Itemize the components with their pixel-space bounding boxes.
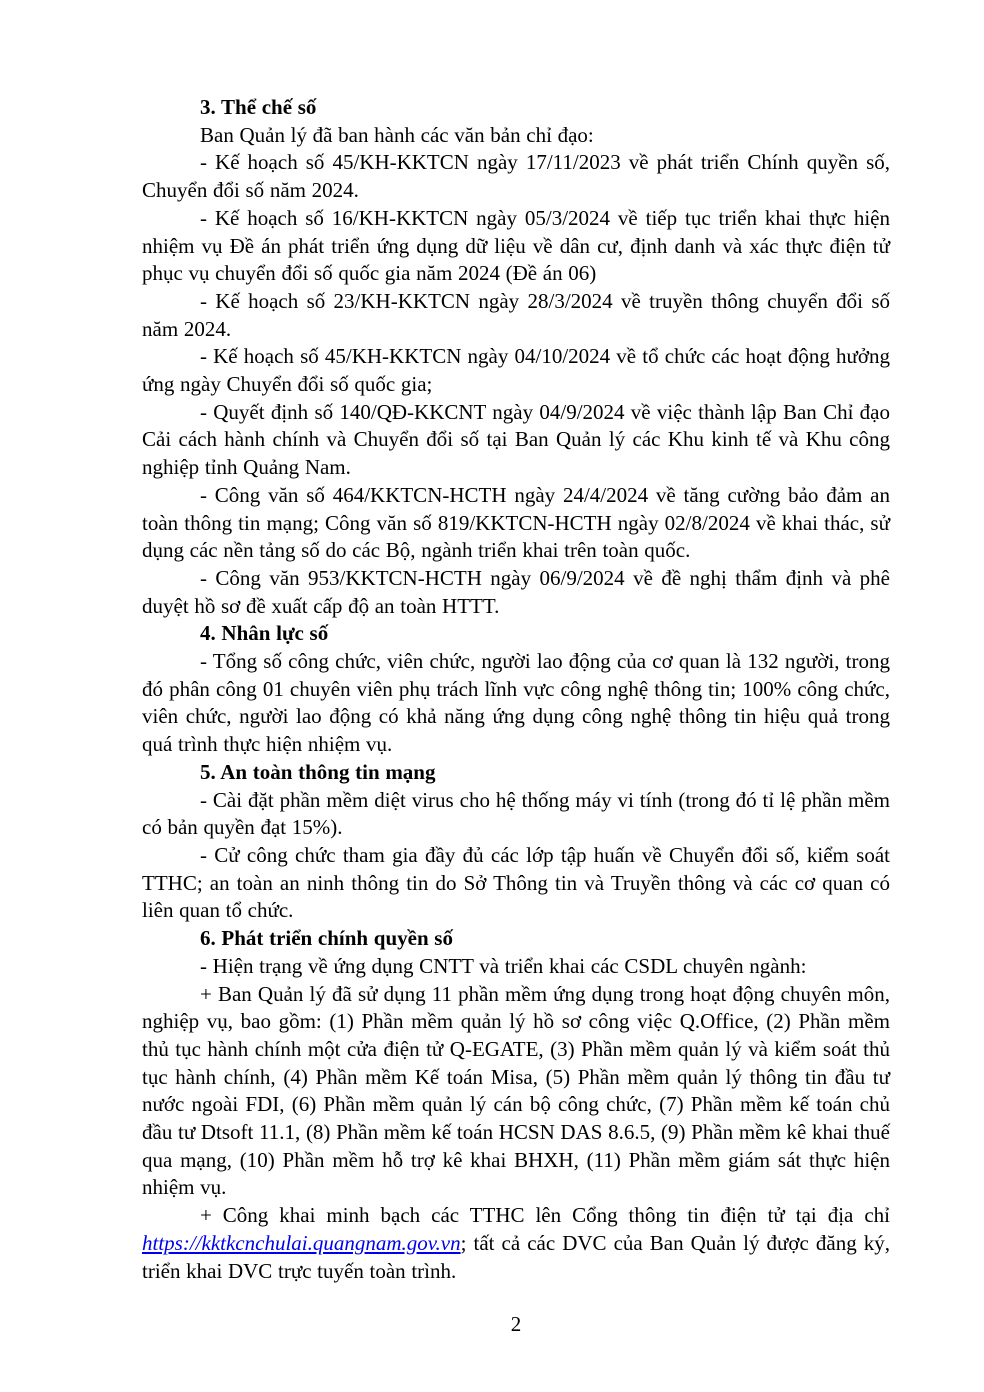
paragraph-ke-hoach-45-2023: - Kế hoạch số 45/KH-KKTCN ngày 17/11/2023 về phát triển Chính quyền số, Chuyển đổi số năm 2024. (142, 150, 890, 203)
link-paragraph-prefix: + Công khai minh bạch các TTHC lên Cổng thông tin điện tử tại địa chỉ (200, 1203, 890, 1228)
paragraph-intro-van-ban: Ban Quản lý đã ban hành các văn bản chỉ đạo: (200, 122, 594, 147)
page-footer (142, 1310, 890, 1338)
section-heading-chinh-quyen-so: 6. Phát triển chính quyền số (200, 926, 453, 951)
paragraph-hien-trang-cntt: - Hiện trạng về ứng dụng CNTT và triển khai các CSDL chuyên ngành: (200, 953, 807, 978)
paragraph-tap-huan: - Cử công chức tham gia đầy đủ các lớp tập huấn về Chuyển đổi số, kiểm soát TTHC; an toàn an ninh thông tin do Sở Thông tin và Truyền thông và các cơ quan có liên quan tổ chức. (142, 842, 890, 923)
paragraph-nhan-luc: - Tổng số công chức, viên chức, người lao động của cơ quan là 132 người, trong đó phân công 01 chuyên viên phụ trách lĩnh vực công nghệ thông tin; 100% công chức, viên chức, người lao động có khả năng ứng dụng công nghệ thông tin hiệu quả trong quá trình thực hiện nhiệm vụ. (142, 649, 890, 757)
section-heading-an-toan-thong-tin: 5. An toàn thông tin mạng (200, 759, 436, 784)
paragraph-ke-hoach-23: - Kế hoạch số 23/KH-KKTCN ngày 28/3/2024 về truyền thông chuyển đổi số năm 2024. (142, 288, 890, 341)
paragraph-ke-hoach-45-2024: - Kế hoạch số 45/KH-KKTCN ngày 04/10/2024 về tổ chức các hoạt động hưởng ứng ngày Chuyển đổi số quốc gia; (142, 344, 890, 397)
section-heading-nhan-luc-so: 4. Nhân lực số (200, 621, 329, 646)
paragraph-11-phan-mem: + Ban Quản lý đã sử dụng 11 phần mềm ứng dụng trong hoạt động chuyên môn, nghiệp vụ, bao gồm: (1) Phần mềm quản lý hồ sơ công việc Q.Office, (2) Phần mềm thủ tục hành chính một cửa điện tử Q-EGATE, (3) Phần mềm quản lý và kiểm soát thủ tục hành chính, (4) Phần mềm Kế toán Misa, (5) Phần mềm quản lý thông tin đầu tư nước ngoài FDI, (6) Phần mềm quản lý cán bộ công chức, (7) Phần mềm kế toán chủ đầu tư Dtsoft 11.1, (8) Phần mềm kế toán HCSN DAS 8.6.5, (9) Phần mềm kê khai thuế qua mạng, (10) Phần mềm hỗ trợ kê khai BHXH, (11) Phần mềm giám sát thực hiện nhiệm vụ. (142, 981, 890, 1200)
document-body (142, 94, 890, 1285)
paragraph-cong-van-464-819: - Công văn số 464/KKTCN-HCTH ngày 24/4/2024 về tăng cường bảo đảm an toàn thông tin mạng; Công văn số 819/KKTCN-HCTH ngày 02/8/2024 về khai thác, sử dụng các nền tảng số do các Bộ, ngành triển khai trên toàn quốc. (142, 482, 890, 563)
paragraph-quyet-dinh-140: - Quyết định số 140/QĐ-KKCNT ngày 04/9/2024 về việc thành lập Ban Chỉ đạo Cải cách hành chính và Chuyển đổi số tại Ban Quản lý các Khu kinh tế và Khu công nghiệp tỉnh Quảng Nam. (142, 399, 890, 480)
section-heading-the-che-so: 3. Thể chế số (200, 95, 317, 119)
paragraph-ke-hoach-16: - Kế hoạch số 16/KH-KKTCN ngày 05/3/2024 về tiếp tục triển khai thực hiện nhiệm vụ Đề án phát triển ứng dụng dữ liệu về dân cư, định danh và xác thực điện tử phục vụ chuyển đổi số quốc gia năm 2024 (Đề án 06) (142, 205, 890, 286)
paragraph-cong-khai-tthc (142, 1202, 890, 1285)
paragraph-cong-van-953: - Công văn 953/KKTCN-HCTH ngày 06/9/2024 về đề nghị thẩm định và phê duyệt hồ sơ đề xuất cấp độ an toàn HTTT. (142, 565, 890, 618)
link-paragraph-suffix: ; tất cả các DVC của Ban Quản lý được đăng ký, triển khai DVC trực tuyến toàn trình. (142, 1230, 890, 1283)
paragraph-diet-virus: - Cài đặt phần mềm diệt virus cho hệ thống máy vi tính (trong đó tỉ lệ phần mềm có bản quyền đạt 15%). (142, 787, 890, 840)
page-number: 2 (510, 1312, 522, 1336)
portal-hyperlink[interactable]: https://kktkcnchulai.quangnam.gov.vn (142, 1230, 461, 1255)
